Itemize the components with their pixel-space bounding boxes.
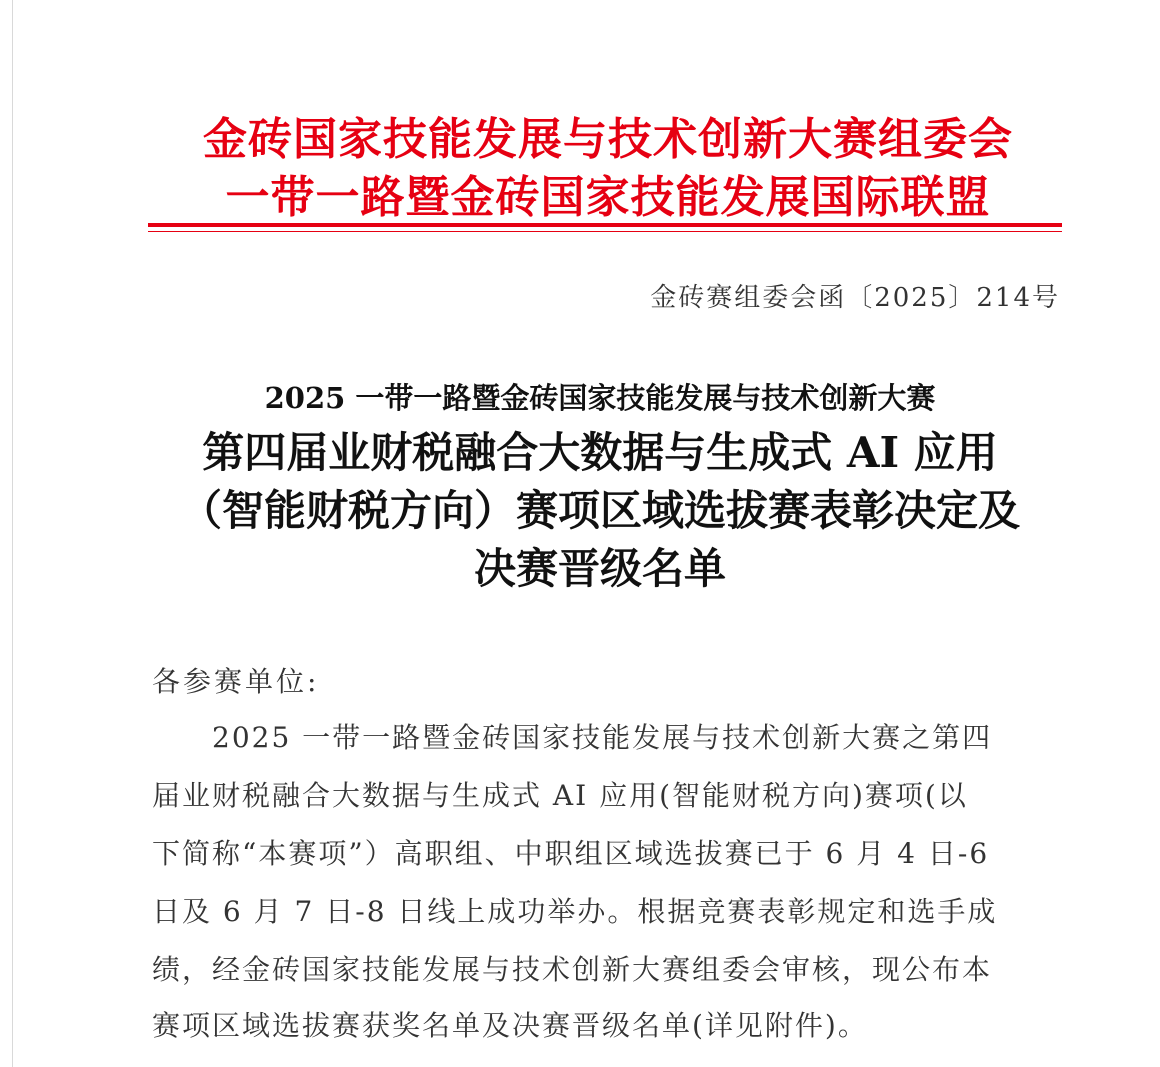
page-edge-divider [12,0,13,1067]
title-line-3: 决赛晋级名单 [473,544,726,593]
letterhead-organizer: 金砖国家技能发展与技术创新大赛组委会 [203,114,1013,165]
body-text-line: 赛项区域选拔赛获奖名单及决赛晋级名单(详见附件)。 [152,1009,868,1042]
body-text-line: 日及 6 月 7 日-8 日线上成功举办。根据竞赛表彰规定和选手成 [152,895,998,928]
body-text-line: 下简称“本赛项”）高职组、中职组区域选拔赛已于 6 月 4 日-6 [152,837,990,870]
title-line-2: （智能财税方向）赛项区域选拔赛表彰决定及 [179,486,1020,535]
letterhead-red-rule-thick [148,223,1062,227]
salutation: 各参赛单位: [152,665,320,698]
title-line-1: 第四届业财税融合大数据与生成式 AI 应用 [202,428,998,477]
body-text-line: 2025 一带一路暨金砖国家技能发展与技术创新大赛之第四 [212,721,993,754]
title-subtitle: 2025 一带一路暨金砖国家技能发展与技术创新大赛 [264,381,936,415]
letterhead-alliance: 一带一路暨金砖国家技能发展国际联盟 [225,172,991,223]
body-text-line: 绩，经金砖国家技能发展与技术创新大赛组委会审核，现公布本 [152,953,993,986]
document-number: 金砖赛组委会函〔2025〕214号 [650,283,1060,313]
letterhead-red-rule-thin [148,231,1062,232]
body-text-line: 届业财税融合大数据与生成式 AI 应用(智能财税方向)赛项(以 [152,779,968,812]
